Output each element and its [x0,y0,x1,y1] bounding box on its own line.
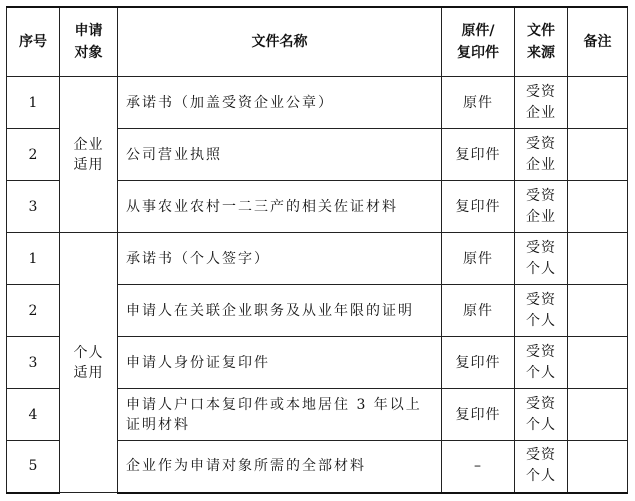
row-source-line2: 企业 [526,208,556,225]
header-target [60,7,118,77]
header-note: 备注 [568,7,628,77]
header-orig [442,7,515,77]
row-note [568,285,628,337]
header-source [515,7,568,77]
document-table-container [6,6,628,494]
row-name: 申请人身份证复印件 [118,337,442,389]
row-source [515,285,568,337]
row-no: 4 [7,389,60,441]
header-target-line1: 申请 [74,23,103,39]
row-orig: 复印件 [442,337,515,389]
row-note [568,389,628,441]
group-target-line2: 适用 [73,364,104,381]
row-orig: – [442,441,515,493]
row-orig: 原件 [442,233,515,285]
header-orig-line1: 原件/ [461,23,495,39]
row-source [515,233,568,285]
row-note [568,129,628,181]
row-source [515,337,568,389]
row-orig: 原件 [442,285,515,337]
row-no: 2 [7,129,60,181]
row-source-line2: 个人 [526,416,556,433]
row-source-line1: 受资 [526,135,556,152]
row-name: 企业作为申请对象所需的全部材料 [118,441,442,493]
row-source [515,389,568,441]
row-source-line1: 受资 [526,239,556,256]
row-source-line2: 个人 [526,364,556,381]
row-source-line2: 个人 [526,312,556,329]
group-target-line2: 适用 [73,156,104,173]
header-target-line2: 对象 [74,45,103,61]
header-row [7,7,628,77]
row-source [515,129,568,181]
row-source-line2: 个人 [526,260,556,277]
header-name: 文件名称 [118,7,442,77]
row-orig: 复印件 [442,181,515,233]
row-source-line2: 个人 [526,468,556,485]
row-source-line1: 受资 [526,83,556,100]
row-source-line1: 受资 [526,447,556,464]
row-no: 3 [7,181,60,233]
row-note [568,337,628,389]
row-source [515,77,568,129]
row-name: 承诺书（个人签字） [118,233,442,285]
table-row [7,233,628,285]
header-source-line1: 文件 [527,23,555,39]
row-name: 承诺书（加盖受资企业公章） [118,77,442,129]
row-source-line2: 企业 [526,156,556,173]
row-note [568,233,628,285]
row-no: 3 [7,337,60,389]
row-no: 1 [7,233,60,285]
row-name: 从事农业农村一二三产的相关佐证材料 [118,181,442,233]
group-target-line1: 企业 [73,136,104,153]
group-target-enterprise [60,77,118,233]
materials-table [6,6,628,494]
row-note [568,441,628,493]
row-source-line1: 受资 [526,187,556,204]
row-source-line2: 企业 [526,104,556,121]
group-target-individual [60,233,118,493]
row-source-line1: 受资 [526,395,556,412]
group-target-line1: 个人 [73,344,104,361]
row-orig: 原件 [442,77,515,129]
row-no: 1 [7,77,60,129]
row-orig: 复印件 [442,129,515,181]
row-source-line1: 受资 [526,291,556,308]
row-source [515,441,568,493]
row-no: 5 [7,441,60,493]
row-note [568,77,628,129]
row-source-line1: 受资 [526,343,556,360]
table-row [7,77,628,129]
row-source [515,181,568,233]
row-name: 申请人在关联企业职务及从业年限的证明 [118,285,442,337]
row-orig: 复印件 [442,389,515,441]
header-no: 序号 [7,7,60,77]
row-name: 申请人户口本复印件或本地居住 3 年以上证明材料 [118,389,442,441]
header-source-line2: 来源 [527,45,555,61]
row-no: 2 [7,285,60,337]
row-name: 公司营业执照 [118,129,442,181]
header-orig-line2: 复印件 [457,45,499,61]
row-note [568,181,628,233]
